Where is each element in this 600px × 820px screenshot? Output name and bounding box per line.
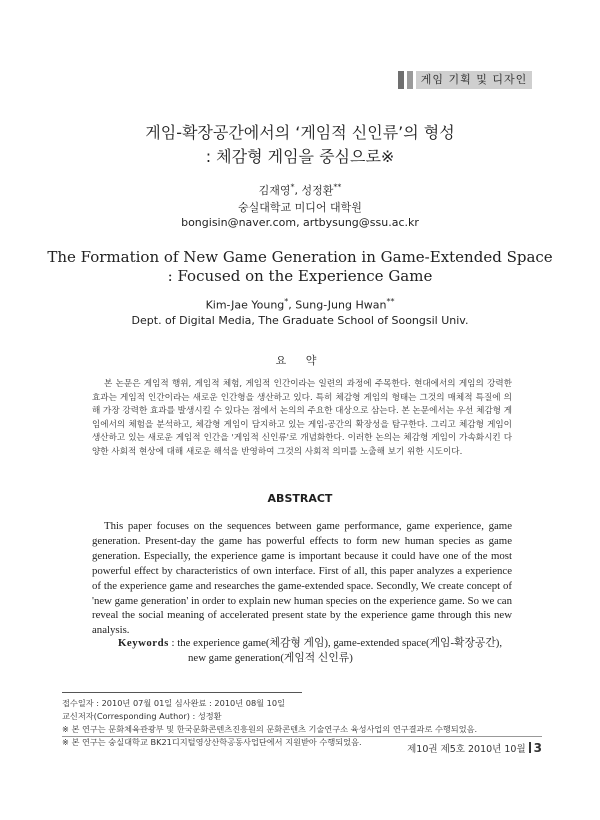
keywords-label: Keywords: [118, 637, 169, 649]
english-authors: Kim-Jae Young*, Sung-Jung Hwan**: [205, 297, 395, 312]
author1-mark-en: *: [284, 297, 289, 306]
author2-mark-ko: **: [333, 182, 342, 192]
page-number: 3: [533, 741, 542, 755]
volume-info: 제10권 제5호 2010년 10월: [407, 744, 526, 755]
keywords-line1: the experience game(체감형 게임), game-extended space(게임-확장공간),: [177, 637, 503, 649]
korean-title-line1: 게임-확장공간에서의 ‘게임적 신인류’의 형성: [145, 123, 455, 142]
author-emails: bongisin@naver.com, artbysung@ssu.ac.kr: [181, 216, 419, 229]
author1-mark-ko: *: [290, 182, 295, 192]
section-tag-label: 게임 기획 및 디자인: [416, 71, 532, 89]
author2-name-en: Sung-Jung Hwan: [295, 298, 387, 312]
author2-name-ko: 성정환: [301, 184, 334, 197]
footnote-funding-1: ※ 본 연구는 문화체육관광부 및 한국문화콘텐츠진흥원의 문화콘텐츠 기술연구소 육성사업의 연구결과로 수행되었음.: [62, 724, 478, 734]
summary-body: 본 논문은 게임적 행위, 게임적 체험, 게임적 인간이라는 일련의 과정에 주목한다. 현대에서의 게임의 강력한 효과는 게임적 인간이라는 새로운 인간형을 생산하고 있다. 특히 체감형 게임의 형태는 그것의 매체적 특질에 의해 가장 강력한 효과를 발생시킬 수 있다는 점에서 논의의 주요한 대상으로 삼는다. 본 논문에서는 우선 체감형 게임에서의 체험을 분석하고, 체감형 게임이 담지하고 있는 게임-공간의 확장성을 탐구한다. 그리고 체감형 게임이 생산하고 있는 새로운 게임적 인간을 '게임적 신인류'로 개념화한다. 이러한 논의는 체감형 게임이 가속화시킨 다양한 사회적 현상에 대해 새로운 해석을 반영하여 그것의 사회적 의미를 노출해 보기 위한 시도이다.: [92, 379, 513, 457]
section-tag-mark: [398, 71, 404, 89]
summary-heading: 요 약: [275, 354, 325, 367]
author1-name-en: Kim-Jae Young: [205, 298, 285, 312]
english-title-line1: The Formation of New Game Generation in Game-Extended Space: [47, 248, 553, 266]
english-title-line2: : Focused on the Experience Game: [167, 267, 433, 285]
section-tag-mark: [407, 71, 413, 89]
author2-mark-en: **: [386, 297, 395, 306]
keywords-line2: new game generation(게임적 신인류): [188, 652, 353, 664]
section-tag: [398, 71, 532, 89]
footnote-dates: 접수일자 : 2010년 07월 01일 심사완료 : 2010년 08월 10일: [62, 698, 286, 708]
footnote-funding-2: ※ 본 연구는 숭실대학교 BK21디지털영상산학공동사업단에서 지원받아 수행되었음.: [62, 737, 362, 747]
footer-divider: [529, 742, 531, 753]
bottom-rule: [62, 736, 542, 737]
footnote-rule: [62, 692, 302, 693]
page-footer: [380, 741, 542, 755]
korean-affiliation: 숭실대학교 미디어 대학원: [238, 201, 362, 214]
abstract-body: This paper focuses on the sequences between game performance, game experience, game generation. Present-day the game has powerful effects to form new human species as game generation. Especially, the experience game is important because it could have one of the most powerful effect by characteristics of own interface. First of all, this paper analyzes a experience of the experience game and researches the game-extended space. Secondly, We create concept of 'new game generation' in order to explain new human species on the experience game. So we can reveal the social meaning of accelerated present state by the experience game through this new analysis.: [92, 520, 512, 637]
abstract-heading: ABSTRACT: [267, 492, 333, 505]
korean-title-line2: : 체감형 게임을 중심으로※: [205, 147, 395, 166]
author1-name-ko: 김재영: [258, 184, 291, 197]
footnote-corresponding-author: 교신저자(Corresponding Author) : 성정환: [62, 711, 222, 721]
english-affiliation: Dept. of Digital Media, The Graduate School of Soongsil Univ.: [131, 314, 469, 327]
keywords-separator: :: [171, 637, 175, 649]
korean-authors: 김재영*, 성정환**: [258, 182, 342, 197]
